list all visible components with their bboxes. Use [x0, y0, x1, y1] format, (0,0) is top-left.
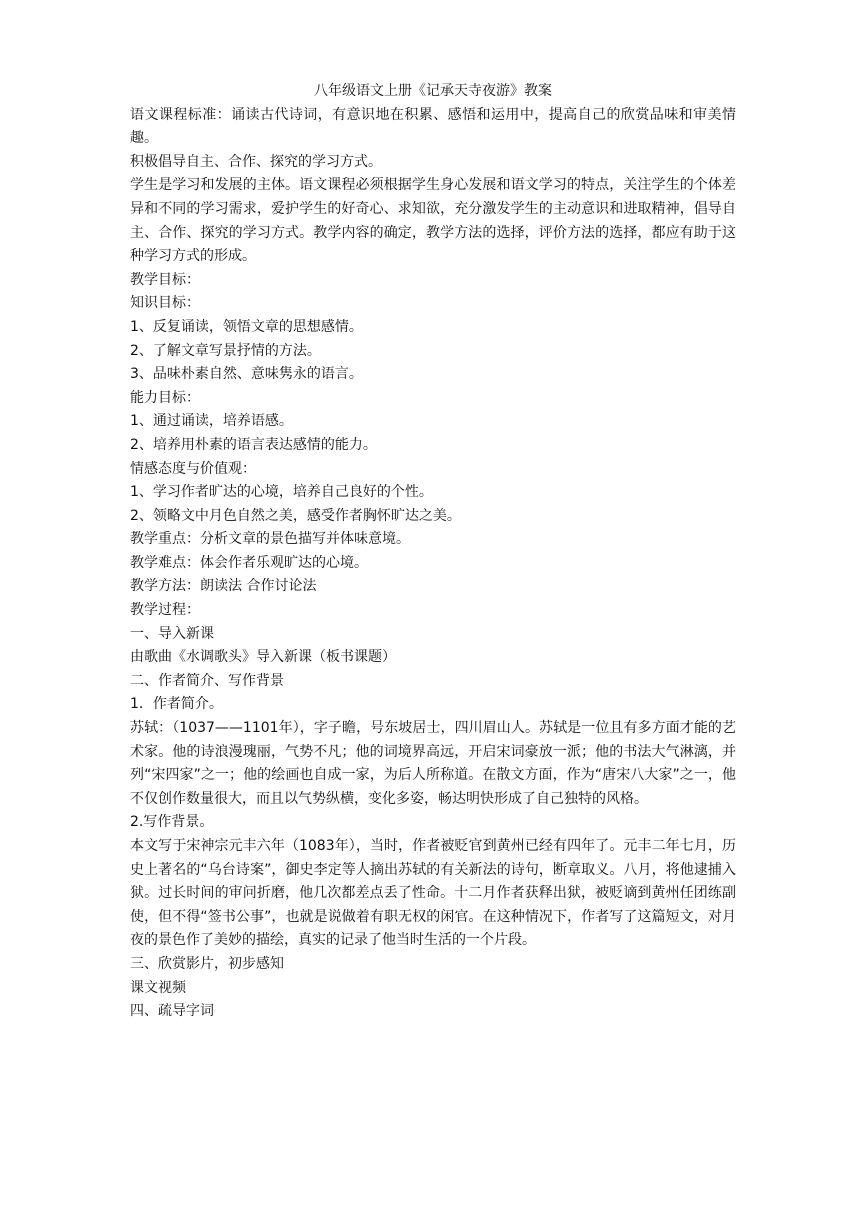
paragraph-student-subject: 学生是学习和发展的主体。语文课程必须根据学生身心发展和语文学习的特点，关注学生的个体差异和不同的学习需求，爱护学生的好奇心、求知欲，充分激发学生的主动意识和进取精神，倡导自主、合作、探究的学习方式。教学内容的确定，教学方法的选择，评价方法的选择，都应有助于这种学习方式的形成。 — [130, 177, 736, 265]
list-item: 2、培养用朴素的语言表达感情的能力。 — [130, 436, 377, 453]
heading-ability-goals: 能力目标： — [130, 389, 200, 406]
list-item: 2、了解文章写景抒情的方法。 — [130, 342, 321, 359]
paragraph-video: 课文视频 — [130, 979, 186, 996]
sub-heading: 1．作者简介。 — [130, 696, 223, 713]
sub-heading: 2.写作背景。 — [130, 814, 214, 831]
list-item: 1、学习作者旷达的心境，培养自己良好的个性。 — [130, 484, 433, 501]
paragraph-author-bio: 苏轼：（1037——1101年），字子瞻，号东坡居士，四川眉山人。苏轼是一位且有多方面才能的艺术家。他的诗浪漫瑰丽，气势不凡；他的词境界高远，开启宋词豪放一派；他的书法大气淋漓，并列“宋四家”之一；他的绘画也自成一家，为后人所称道。在散文方面，作为“唐宋八大家”之一，他不仅创作数量很大，而且以气势纵横，变化多姿，畅达明快形成了自己独特的风格。 — [130, 720, 736, 807]
paragraph-learning-style: 积极倡导自主、合作、探究的学习方式。 — [130, 153, 382, 170]
section-heading: 二、作者简介、写作背景 — [130, 672, 284, 689]
section-heading: 一、导入新课 — [130, 625, 214, 642]
list-item: 1、通过诵读，培养语感。 — [130, 413, 293, 430]
paragraph-standard: 语文课程标准：诵读古代诗词，有意识地在积累、感悟和运用中，提高自己的欣赏品味和审美情趣。 — [130, 106, 736, 147]
list-item: 1、反复诵读，领悟文章的思想感情。 — [130, 318, 363, 335]
heading-teaching-process: 教学过程： — [130, 602, 200, 619]
teaching-key-point: 教学重点：分析文章的景色描写并体味意境。 — [130, 531, 410, 548]
heading-emotion-values: 情感态度与价值观： — [130, 460, 256, 477]
document-page — [130, 80, 736, 1024]
document-title: 八年级语文上册《记承天寺夜游》教案 — [314, 83, 552, 99]
list-item: 3、品味朴素自然、意味隽永的语言。 — [130, 366, 363, 383]
paragraph-intro-song: 由歌曲《水调歌头》导入新课（板书课题） — [130, 649, 396, 666]
teaching-method: 教学方法：朗读法 合作讨论法 — [130, 578, 317, 595]
heading-teaching-goals: 教学目标： — [130, 271, 200, 288]
list-item: 2、领略文中月色自然之美，感受作者胸怀旷达之美。 — [130, 507, 461, 524]
section-heading: 四、疏导字词 — [130, 1003, 214, 1020]
paragraph-background: 本文写于宋神宗元丰六年（1083年），当时，作者被贬官到黄州已经有四年了。元丰二年七月，历史上著名的“乌台诗案”，御史李定等人摘出苏轼的有关新法的诗句，断章取义。八月，将他逮捕入狱。过长时间的审问折磨，他几次都差点丢了性命。十二月作者获释出狱，被贬谪到黄州任团练副使，但不得“签书公事”，也就是说做着有职无权的闲官。在这种情况下，作者写了这篇短文，对月夜的景色作了美妙的描绘，真实的记录了他当时生活的一个片段。 — [130, 838, 736, 949]
heading-knowledge-goals: 知识目标： — [130, 295, 200, 312]
teaching-difficulty: 教学难点：体会作者乐观旷达的心境。 — [130, 554, 368, 571]
section-heading: 三、欣赏影片，初步感知 — [130, 955, 284, 972]
